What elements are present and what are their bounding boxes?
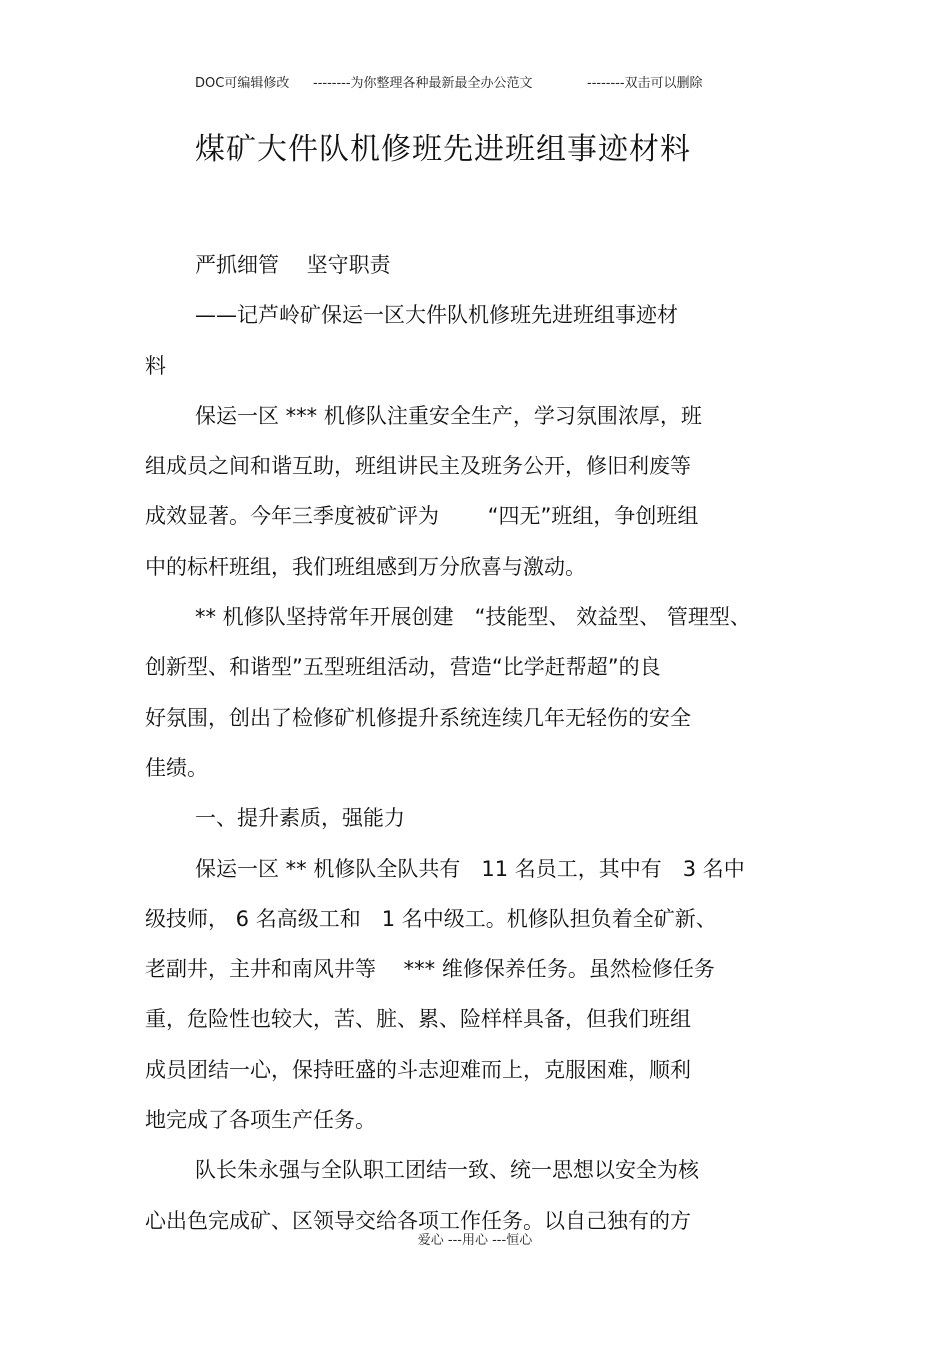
section-heading: 一、提升素质，强能力 xyxy=(195,806,405,831)
paragraph-line: 成员团结一心，保持旺盛的斗志迎难而上，克服困难，顺利 xyxy=(145,1057,691,1082)
subtitle: 严抓细管 坚守职责 xyxy=(195,253,391,277)
subtitle-dedication: ——记芦岭矿保运一区大件队机修班先进班组事迹材 xyxy=(195,303,678,328)
document-body xyxy=(145,240,825,1246)
paragraph-line: 地完成了各项生产任务。 xyxy=(145,1108,376,1133)
subtitle-dedication-cont: 料 xyxy=(145,353,166,378)
header-delete-hint: --------双击可以删除 xyxy=(587,76,703,91)
paragraph-line: 保运一区 *** 机修队注重安全生产，学习氛围浓厚，班 xyxy=(195,403,702,428)
paragraph-line: 保运一区 ** 机修队全队共有 11 名员工，其中有 3 名中 xyxy=(195,856,745,881)
paragraph-line: 佳绩。 xyxy=(145,755,208,780)
header-doc-label: DOC可编辑修改 xyxy=(195,76,290,91)
paragraph-line: 队长朱永强与全队职工团结一致、统一思想以安全为核 xyxy=(195,1158,699,1183)
paragraph-line: 老副井，主井和南风井等 *** 维修保养任务。虽然检修任务 xyxy=(145,957,715,982)
paragraph-line: 中的标杆班组，我们班组感到万分欣喜与激动。 xyxy=(145,554,586,579)
paragraph-line: 成效显著。今年三季度被矿评为 “四无”班组，争创班组 xyxy=(145,504,699,529)
page-footer: 爱心 ---用心 ---恒心 xyxy=(417,1233,533,1248)
paragraph-line: ** 机修队坚持常年开展创建 “技能型、 效益型、 管理型、 xyxy=(195,605,751,630)
paragraph-line: 级技师， 6 名高级工和 1 名中级工。机修队担负着全矿新、 xyxy=(145,906,717,931)
paragraph-line: 好氛围，创出了检修矿机修提升系统连续几年无轻伤的安全 xyxy=(145,705,691,730)
document-title: 煤矿大件队机修班先进班组事迹材料 xyxy=(195,132,691,167)
page-header xyxy=(195,72,815,92)
header-tagline: --------为你整理各种最新最全办公范文 xyxy=(313,76,533,91)
paragraph-line: 组成员之间和谐互助，班组讲民主及班务公开，修旧利废等 xyxy=(145,454,691,479)
paragraph-line: 重，危险性也较大，苦、脏、累、险样样具备，但我们班组 xyxy=(145,1007,691,1032)
paragraph-line: 创新型、和谐型”五型班组活动，营造“比学赶帮超”的良 xyxy=(145,655,661,680)
paragraph-line: 心出色完成矿、区领导交给各项工作任务。以自己独有的方 xyxy=(145,1208,691,1233)
